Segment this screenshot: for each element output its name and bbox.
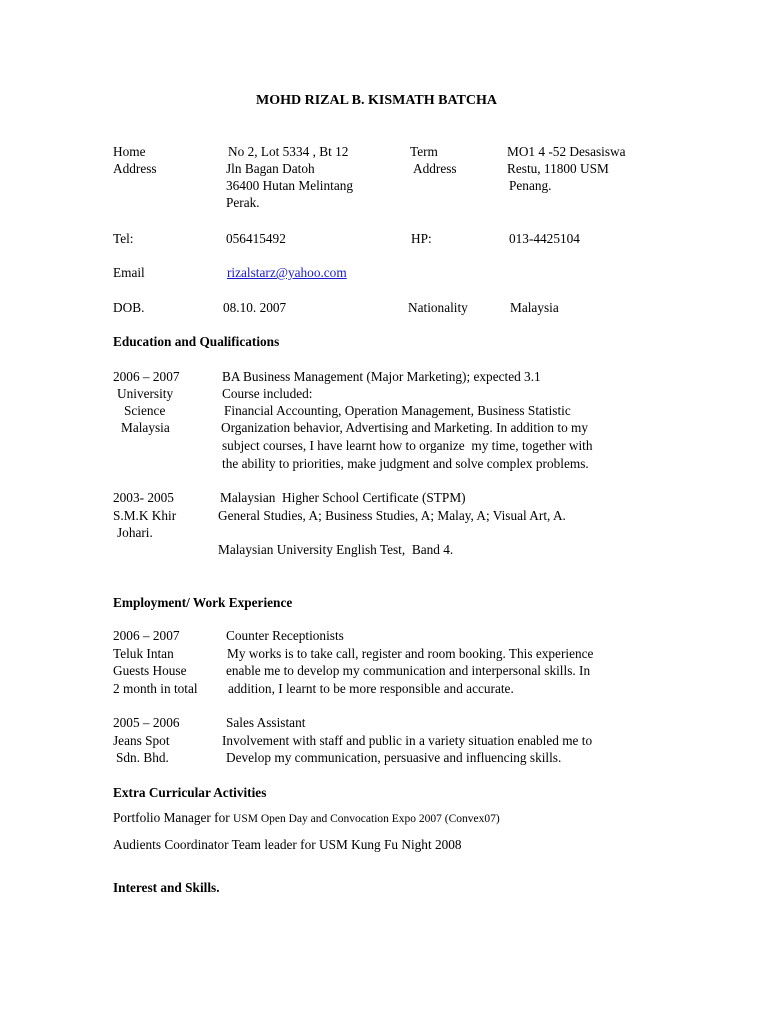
tel-value: 056415492 <box>226 231 286 246</box>
emp-1-right-2: My works is to take call, register and room booking. This experience <box>227 646 594 661</box>
emp-1-left-4: 2 month in total <box>113 681 198 696</box>
term-label-1: Term <box>410 144 438 159</box>
page-title: MOHD RIZAL B. KISMATH BATCHA <box>256 93 498 108</box>
edu-2-left-3: Johari. <box>117 525 153 540</box>
tel-label: Tel: <box>113 231 134 246</box>
dob-value: 08.10. 2007 <box>223 300 287 315</box>
emp-1-left-1: 2006 – 2007 <box>113 628 180 643</box>
email-link[interactable]: rizalstarz@yahoo.com <box>227 265 347 280</box>
edu-1-right-3: Financial Accounting, Operation Management, Business Statistic <box>224 403 571 418</box>
nationality-value: Malaysia <box>510 300 559 315</box>
home-address-line-2: Jln Bagan Datoh <box>226 161 315 176</box>
interest-heading: Interest and Skills. <box>113 880 220 895</box>
emp-1-right-3: enable me to develop my communication and interpersonal skills. In <box>226 663 591 678</box>
edu-2-right-2: General Studies, A; Business Studies, A; Malay, A; Visual Art, A. <box>218 508 566 523</box>
edu-2-right-4: Malaysian University English Test, Band 4. <box>218 542 454 557</box>
extra-heading: Extra Curricular Activities <box>113 785 267 800</box>
hp-value: 013-4425104 <box>509 231 580 246</box>
emp-2-right-1: Sales Assistant <box>226 715 306 730</box>
term-address-line-1: MO1 4 -52 Desasiswa <box>507 144 626 159</box>
term-label-2: Address <box>413 161 457 176</box>
email-label: Email <box>113 265 145 280</box>
extra-line-1-a: Portfolio Manager for <box>113 810 234 825</box>
hp-label: HP: <box>411 231 432 246</box>
emp-2-left-2: Jeans Spot <box>113 733 170 748</box>
extra-line-1 <box>113 809 500 828</box>
extra-line-1-b: USM Open Day and Convocation Expo 2007 (Convex07) <box>233 813 500 825</box>
edu-1-right-2: Course included: <box>222 386 313 401</box>
emp-1-left-3: Guests House <box>113 663 187 678</box>
nationality-label: Nationality <box>408 300 468 315</box>
emp-2-left-1: 2005 – 2006 <box>113 715 180 730</box>
home-address-line-4: Perak. <box>226 195 260 210</box>
extra-line-2: Audients Coordinator Team leader for USM Kung Fu Night 2008 <box>113 837 462 852</box>
dob-label: DOB. <box>113 300 145 315</box>
term-address-line-2: Restu, 11800 USM <box>507 161 609 176</box>
edu-1-left-3: Science <box>124 403 166 418</box>
edu-1-right-4: Organization behavior, Advertising and Marketing. In addition to my <box>221 420 589 435</box>
term-address-line-3: Penang. <box>509 178 552 193</box>
edu-1-right-5: subject courses, I have learnt how to organize my time, together with <box>222 438 593 453</box>
emp-1-right-4: addition, I learnt to be more responsible and accurate. <box>228 681 514 696</box>
home-label-1: Home <box>113 144 146 159</box>
home-address-line-1: No 2, Lot 5334 , Bt 12 <box>228 144 349 159</box>
edu-2-left-2: S.M.K Khir <box>113 508 177 523</box>
emp-1-left-2: Teluk Intan <box>113 646 174 661</box>
emp-1-right-1: Counter Receptionists <box>226 628 344 643</box>
employment-heading: Employment/ Work Experience <box>113 595 293 610</box>
edu-1-left-2: University <box>117 386 174 401</box>
emp-2-right-3: Develop my communication, persuasive and influencing skills. <box>226 750 562 765</box>
edu-2-left-1: 2003- 2005 <box>113 490 174 505</box>
home-label-2: Address <box>113 161 157 176</box>
edu-2-right-1: Malaysian Higher School Certificate (STPM) <box>220 490 466 505</box>
edu-1-left-1: 2006 – 2007 <box>113 369 180 384</box>
edu-1-left-4: Malaysia <box>121 420 170 435</box>
edu-1-right-1: BA Business Management (Major Marketing); expected 3.1 <box>222 369 541 384</box>
emp-2-right-2: Involvement with staff and public in a variety situation enabled me to <box>222 733 593 748</box>
emp-2-left-3: Sdn. Bhd. <box>116 750 169 765</box>
home-address-line-3: 36400 Hutan Melintang <box>226 178 354 193</box>
edu-1-right-6: the ability to priorities, make judgment and solve complex problems. <box>222 456 589 471</box>
education-heading: Education and Qualifications <box>113 334 280 349</box>
